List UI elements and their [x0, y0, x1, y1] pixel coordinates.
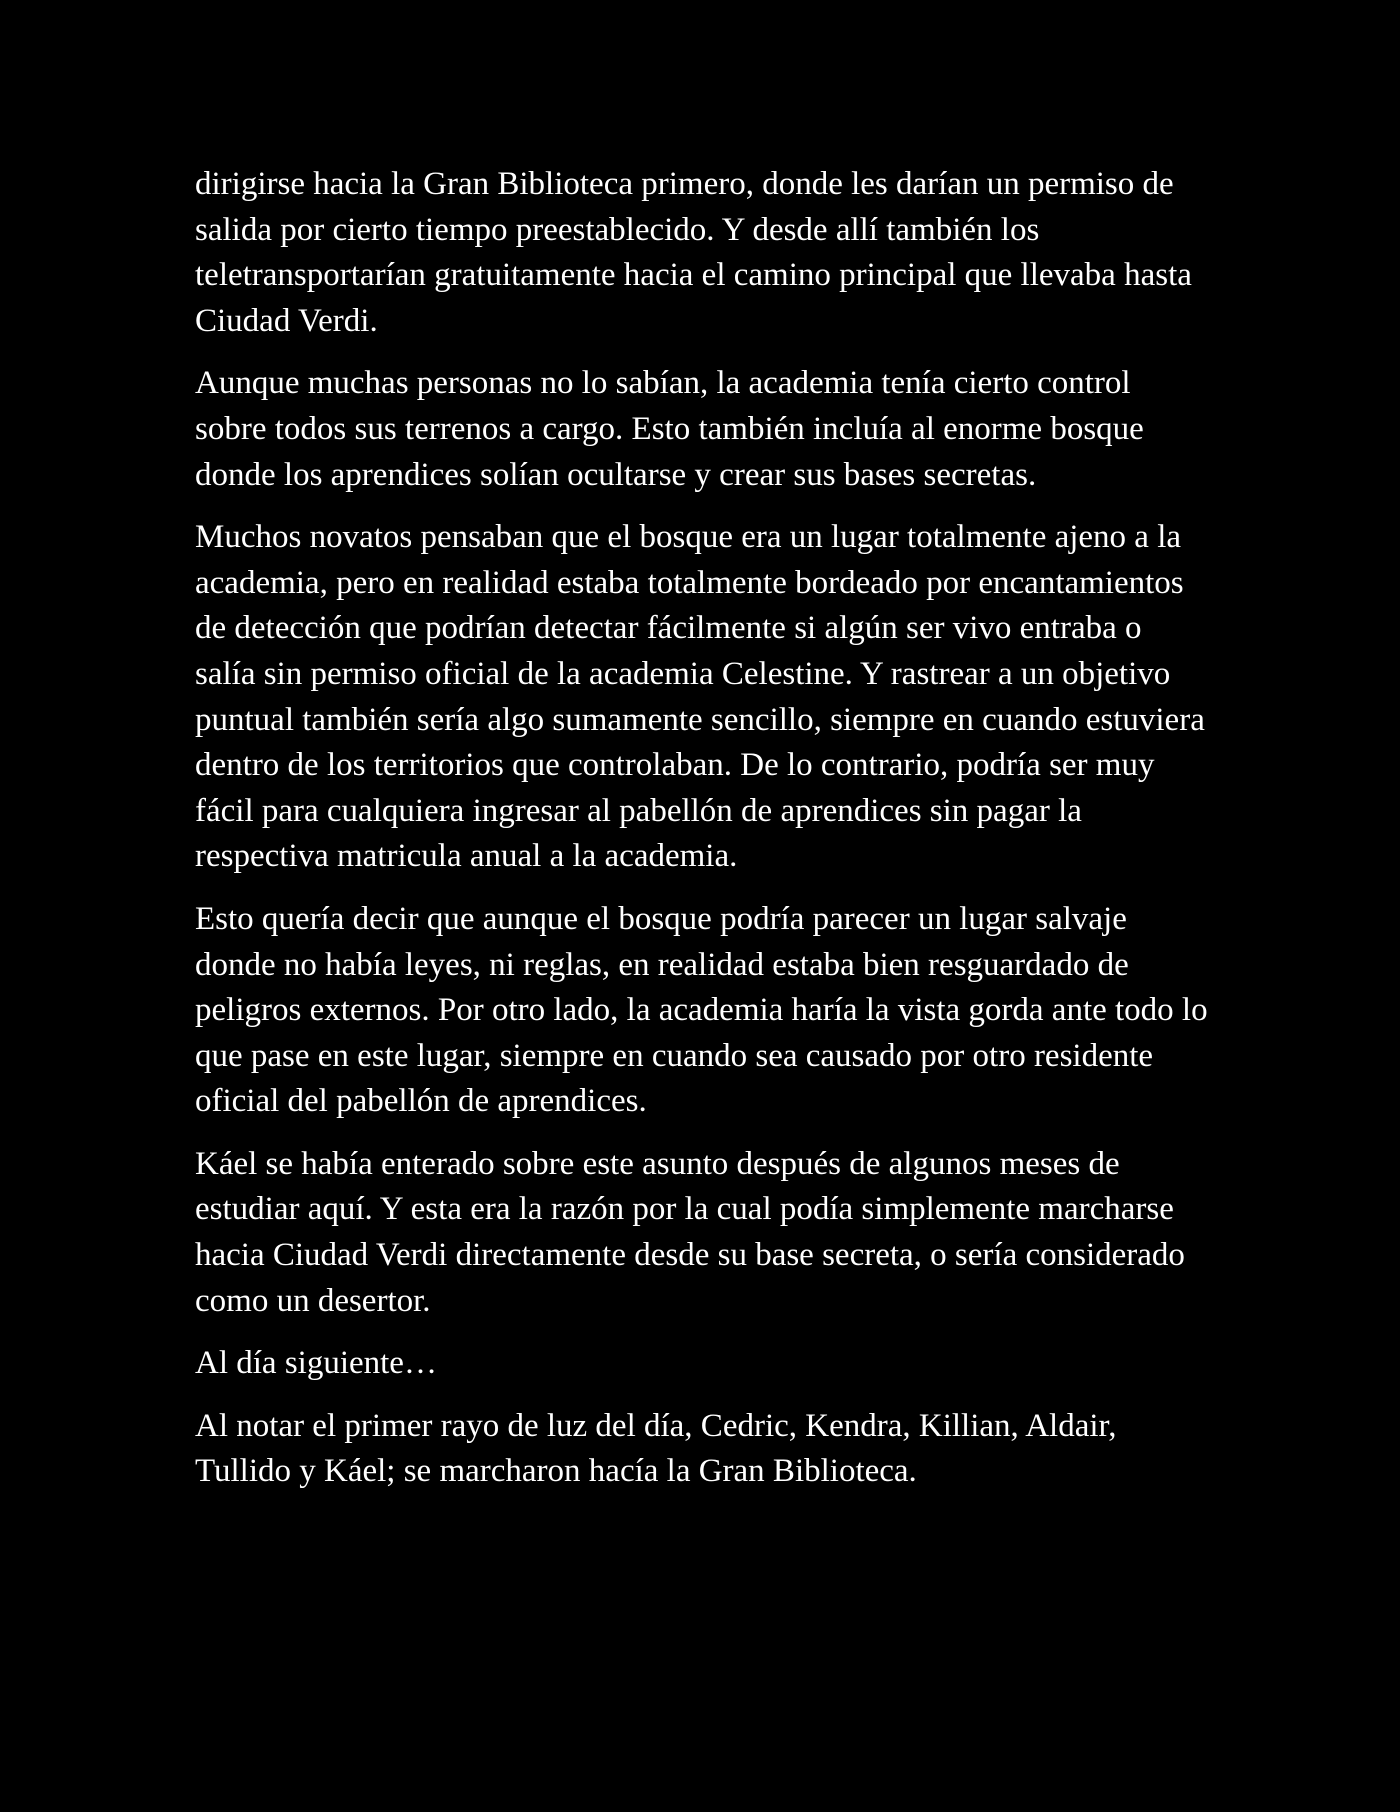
- paragraph-3: Muchos novatos pensaban que el bosque era un lugar totalmente ajeno a la academia, pero en realidad estaba totalmente bordeado por encantamientos de detección que podrían detectar fácilmente si algún ser vivo entraba o salía sin permiso oficial de la academia Celestine. Y rastrear a un objetivo puntual también sería algo sumamente sencillo, siempre en cuando estuviera dentro de los territorios que controlaban. De lo contrario, podría ser muy fácil para cualquiera ingresar al pabellón de aprendices sin pagar la respectiva matricula anual a la academia.: [195, 519, 1205, 875]
- paragraph-1: dirigirse hacia la Gran Biblioteca primero, donde les darían un permiso de salida por cierto tiempo preestablecido. Y desde allí también los teletransportarían gratuitamente hacia el camino principal que llevaba hasta Ciudad Verdi.: [195, 166, 1192, 339]
- body-text: [195, 162, 1210, 1512]
- paragraph-4: Esto quería decir que aunque el bosque podría parecer un lugar salvaje donde no había leyes, ni reglas, en realidad estaba bien resguardado de peligros externos. Por otro lado, la academia haría la vista gorda ante todo lo que pase en este lugar, siempre en cuando sea causado por otro residente oficial del pabellón de aprendices.: [195, 900, 1208, 1120]
- paragraph-2: Aunque muchas personas no lo sabían, la academia tenía cierto control sobre todos sus terrenos a cargo. Esto también incluía al enorme bosque donde los aprendices solían ocultarse y crear sus bases secretas.: [195, 365, 1144, 493]
- paragraph-5: Káel se había enterado sobre este asunto después de algunos meses de estudiar aquí. Y esta era la razón por la cual podía simplemente marcharse hacia Ciudad Verdi directamente desde su base secreta, o sería considerado como un desertor.: [195, 1145, 1185, 1319]
- paragraph-6: Al día siguiente…: [195, 1345, 437, 1382]
- paragraph-7: Al notar el primer rayo de luz del día, Cedric, Kendra, Killian, Aldair, Tullido y Káel; se marcharon hacía la Gran Biblioteca.: [195, 1407, 1117, 1490]
